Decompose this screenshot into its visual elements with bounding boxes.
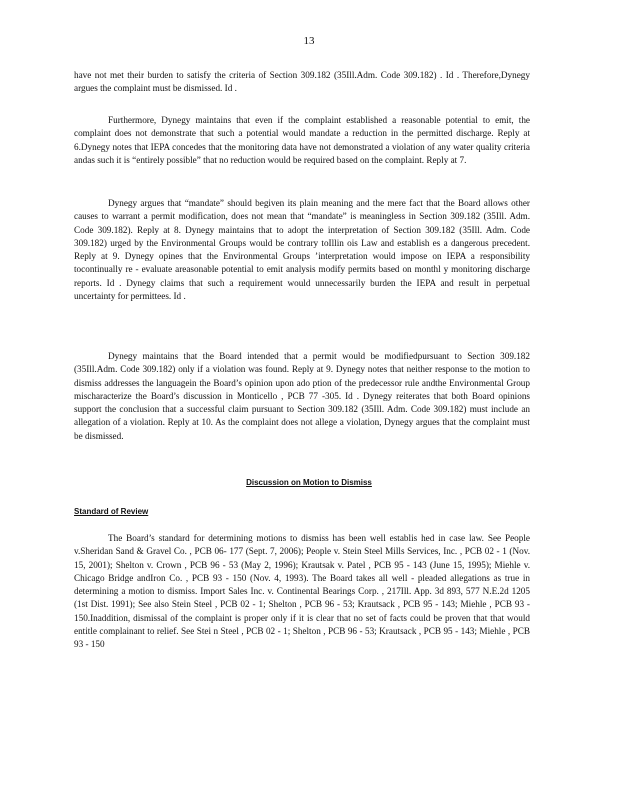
paragraph-standard (74, 532, 530, 652)
paragraph-2-text: Furthermore, Dynegy maintains that even if the complaint established a reasonable potential to emit, the complaint does not demonstrate that such a potential would mandate a reduction in the permitted discharge. Reply at 6.Dynegy notes that IEPA concedes that the monitoring data have not demonstrated a violation of any water quality criteria andas such it is “entirely possible” that no reduction would be required based on the complaint. Reply at 7. (74, 115, 530, 165)
paragraph-4 (74, 350, 530, 443)
paragraph-3-text: Dynegy argues that “mandate” should begiven its plain meaning and the mere fact that the Board allows other causes to warrant a permit modification, does not mean that “mandate” is meaningless in Section 309.182 (35Ill. Adm. Code 309.182). Reply at 8. Dynegy maintains that to adopt the interpretation of Section 309.182 (35Ill. Adm. Code 309.182) urged by the Environmental Groups would be contrary toIllin ois Law and establish es a dangerous precedent. Reply at 9. Dynegy opines that the Environmental Groups ’interpretation would impose on IEPA a responsibility tocontinually re - evaluate areasonable potential to emit analysis modify permits based on monthl y monitoring discharge reports. Id . Dynegy claims that such a requirement would unnecessarily burden the IEPA and result in perpetual uncertainty for permittees. Id . (74, 198, 530, 302)
paragraph-4-text: Dynegy maintains that the Board intended that a permit would be modifiedpursuant to Section 309.182 (35Ill.Adm. Code 309.182) only if a violation was found. Reply at 9. Dynegy notes that neither response to the motion to dismiss addresses the languagein the Board’s opinion upon ado ption of the predecessor rule andthe Environmental Group mischaracterize the Board’s discussion in Monticello , PCB 77 -305. Id . Dynegy reiterates that both Board opinions support the conclusion that a successful claim pursuant to Section 309.182 (35Ill. Adm. Code 309.182) must include an allegation of a violation. Reply at 10. As the complaint does not allege a violation, Dynegy argues that the complaint must be dismissed. (74, 351, 530, 441)
page-number: 13 (303, 35, 315, 47)
paragraph-3 (74, 197, 530, 303)
paragraph-standard-text: The Board’s standard for determining motions to dismiss has been well establis hed in case law. See People v.Sheridan Sand & Gravel Co. , PCB 06- 177 (Sept. 7, 2006); People v. Stein Steel Mills Services, Inc. , PCB 02 - 1 (Nov. 15, 2001); Shelton v. Crown , PCB 96 - 53 (May 2, 1996); Krautsak v. Patel , PCB 95 - 143 (June 15, 1995); Miehle v. Chicago Bridge andIron Co. , PCB 93 - 150 (Nov. 4, 1993). The Board takes all well - pleaded allegations as true in determining a motion to dismiss. Import Sales Inc. v. Continental Bearings Corp. , 217Ill. App. 3d 893, 577 N.E.2d 1205 (1st Dist. 1991); See also Stein Steel , PCB 02 - 1; Shelton , PCB 96 - 53; Krautsack , PCB 95 - 143; Miehle , PCB 93 - 150.Inaddition, dismissal of the complaint is proper only if it is clear that no set of facts could be proven that that would entitle complainant to relief. See Stei n Steel , PCB 02 - 1; Shelton , PCB 96 - 53; Krautsack , PCB 95 - 143; Miehle , PCB 93 - 150 (74, 533, 530, 650)
section-heading (0, 478, 618, 487)
section-heading-text: Discussion on Motion to Dismiss (246, 478, 372, 487)
paragraph-1: have not met their burden to satisfy the criteria of Section 309.182 (35Ill.Adm. Code 309.182) . Id . Therefore,Dynegy argues the complaint must be dismissed. Id . (74, 70, 530, 94)
subsection-heading: Standard of Review (74, 507, 149, 516)
paragraph-2 (74, 114, 530, 167)
